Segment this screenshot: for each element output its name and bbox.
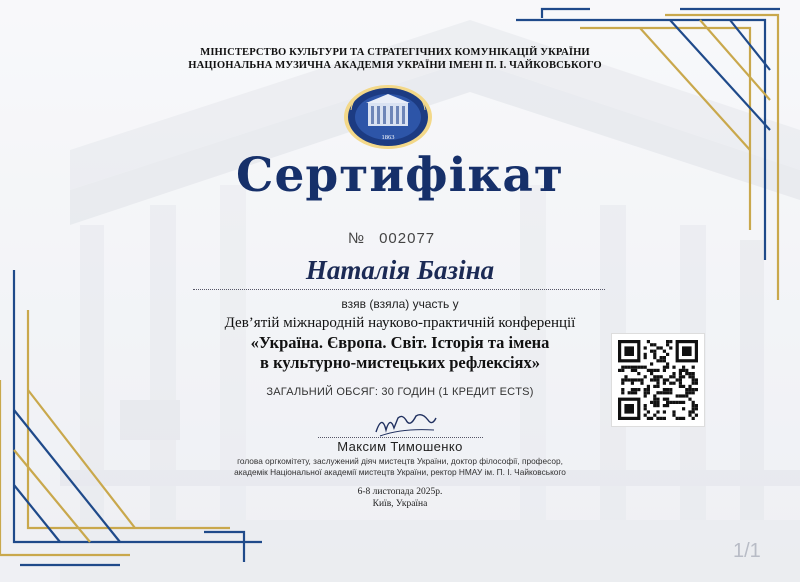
course-volume: ЗАГАЛЬНИЙ ОБСЯГ: 30 ГОДИН (1 КРЕДИТ ECTS) xyxy=(266,386,534,398)
participation-text: взяв (взяла) участь у xyxy=(341,297,459,311)
emblem-year: 1863 xyxy=(381,134,395,141)
name-underline xyxy=(193,289,605,290)
conference-title-line: в культурно-мистецьких рефлексіях» xyxy=(260,353,540,372)
recipient-name: Наталія Базіна xyxy=(305,255,495,285)
certificate-title: Сертифікат xyxy=(236,148,564,203)
signature-line xyxy=(318,437,483,438)
certificate-number xyxy=(348,230,435,247)
number-label: № xyxy=(348,230,366,247)
academy-line: НАЦІОНАЛЬНА МУЗИЧНА АКАДЕМІЯ УКРАЇНИ ІМЕНІ П. І. ЧАЙКОВСЬКОГО xyxy=(188,60,602,71)
academy-emblem-icon xyxy=(343,84,433,150)
signature-image xyxy=(372,410,438,440)
qr-code-icon[interactable] xyxy=(611,333,705,427)
signatory-name: Максим Тимошенко xyxy=(337,439,463,454)
number-value: 002077 xyxy=(379,230,436,247)
signatory-title xyxy=(0,456,800,478)
signatory-title-line: академік Національної академії мистецтв України, ректор НМАУ ім. П. І. Чайковського xyxy=(234,467,566,477)
ministry-line: МІНІСТЕРСТВО КУЛЬТУРИ ТА СТРАТЕГІЧНИХ КОМУНІКАЦІЙ УКРАЇНИ xyxy=(200,47,590,58)
conference-line: Дев’ятій міжнародній науково-практичній конференції xyxy=(224,315,576,331)
signatory-title-line: голова оргкомітету, заслужений діяч мистецтв України, доктор філософії, професор, xyxy=(237,456,563,466)
page-indicator: 1/1 xyxy=(733,540,761,562)
conference-title-line: «Україна. Європа. Світ. Історія та імена xyxy=(250,333,550,352)
event-details xyxy=(0,486,800,510)
event-place: Київ, Україна xyxy=(372,499,428,509)
issuer-header xyxy=(0,46,790,72)
event-dates: 6-8 листопада 2025р. xyxy=(357,487,443,497)
